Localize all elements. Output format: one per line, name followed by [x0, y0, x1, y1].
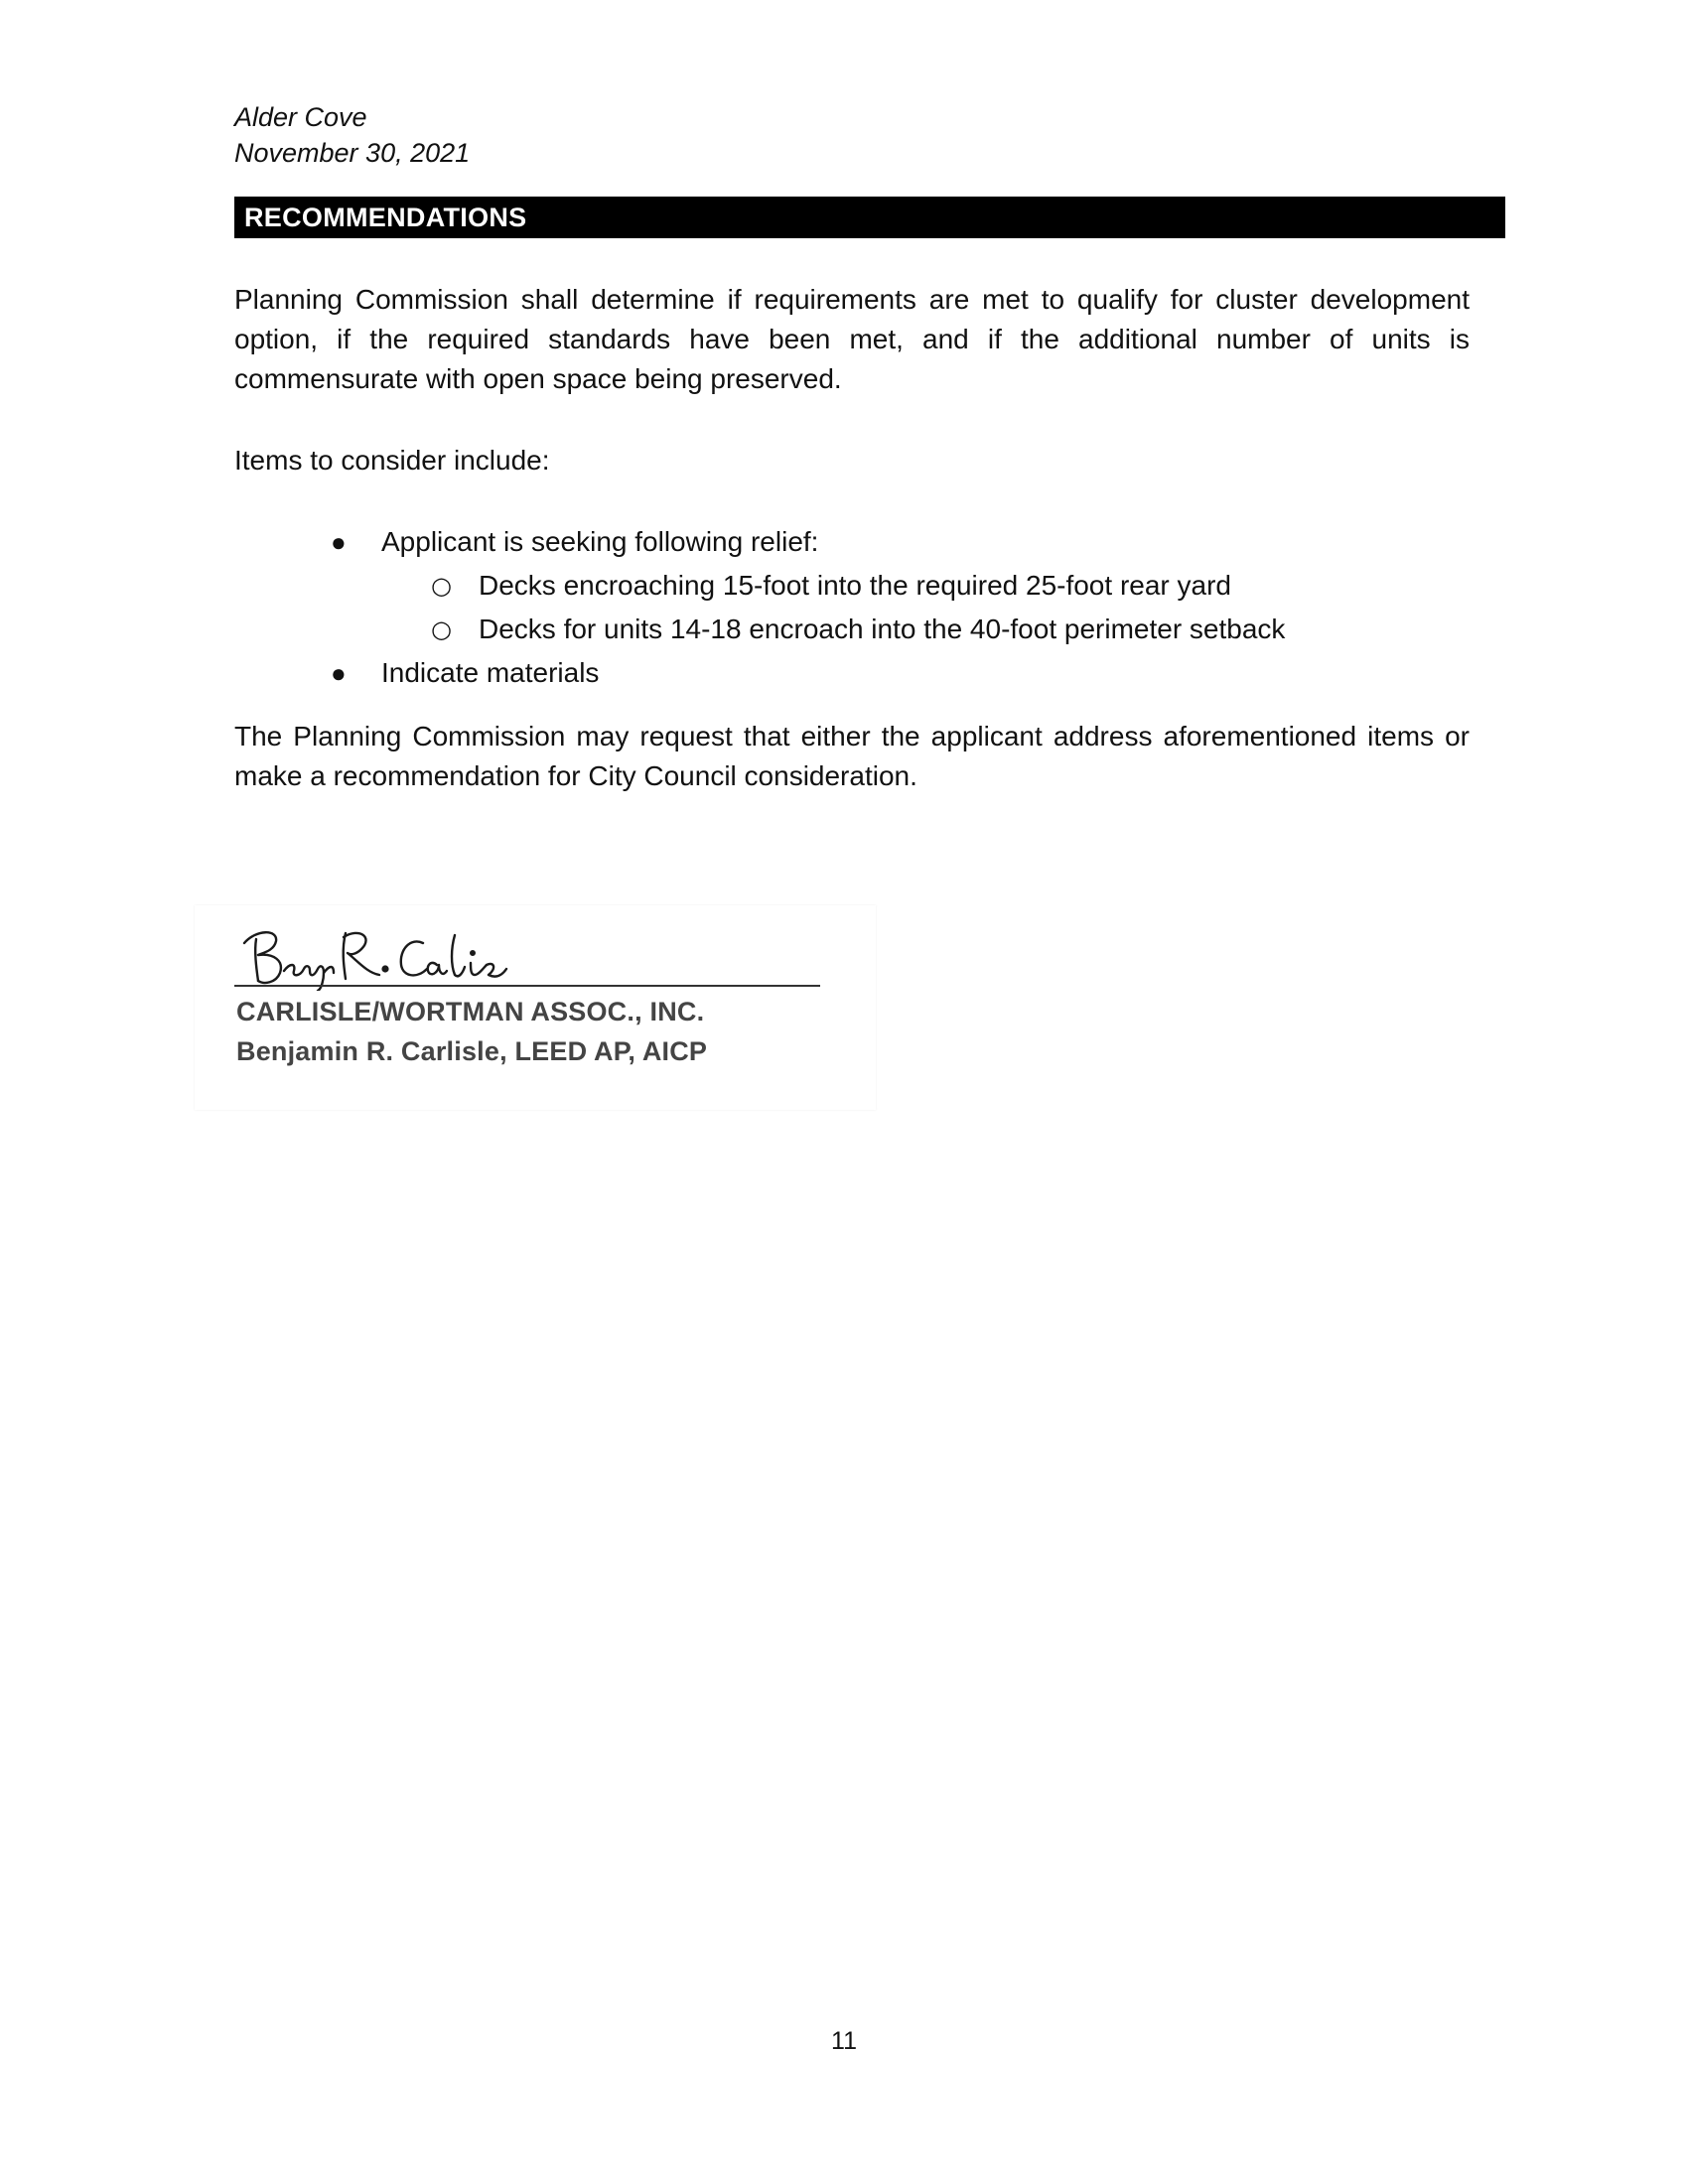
list-item-text: Indicate materials [381, 657, 600, 688]
hollow-bullet-icon: ○ [431, 572, 452, 600]
considerations-list [234, 520, 1470, 695]
page-number: 11 [831, 2027, 857, 2055]
header-date: November 30, 2021 [234, 138, 471, 168]
sub-list-item [234, 564, 1470, 608]
sub-list-item-text: Decks encroaching 15-foot into the required 25-foot rear yard [479, 570, 1231, 601]
closing-paragraph: The Planning Commission may request that either the applicant address aforementioned items or make a recommendation for City Council consideration. [234, 721, 1470, 791]
intro-paragraph: Planning Commission shall determine if requirements are met to qualify for cluster development option, if the required standards have been met, and if the additional number of units is commensurate with open space being preserved. [234, 284, 1470, 394]
signature-name: Benjamin R. Carlisle, LEED AP, AICP [236, 1036, 708, 1066]
hollow-bullet-icon: ○ [431, 615, 452, 643]
bullet-icon: ● [331, 527, 347, 557]
items-intro-paragraph: Items to consider include: [234, 445, 550, 476]
sub-list-item [234, 608, 1470, 651]
list-item [234, 651, 1470, 695]
section-heading: RECOMMENDATIONS [244, 202, 527, 232]
signature-block [195, 905, 876, 1110]
handwritten-signature [234, 919, 552, 991]
signature-company: CARLISLE/WORTMAN ASSOC., INC. [236, 997, 705, 1026]
signature-line [234, 985, 820, 987]
section-heading-bar [234, 197, 1505, 238]
header-project: Alder Cove [234, 102, 367, 132]
bullet-icon: ● [331, 658, 347, 688]
sub-list-item-text: Decks for units 14-18 encroach into the 40-foot perimeter setback [479, 614, 1286, 644]
list-item-text: Applicant is seeking following relief: [381, 526, 819, 557]
list-item [234, 520, 1470, 564]
